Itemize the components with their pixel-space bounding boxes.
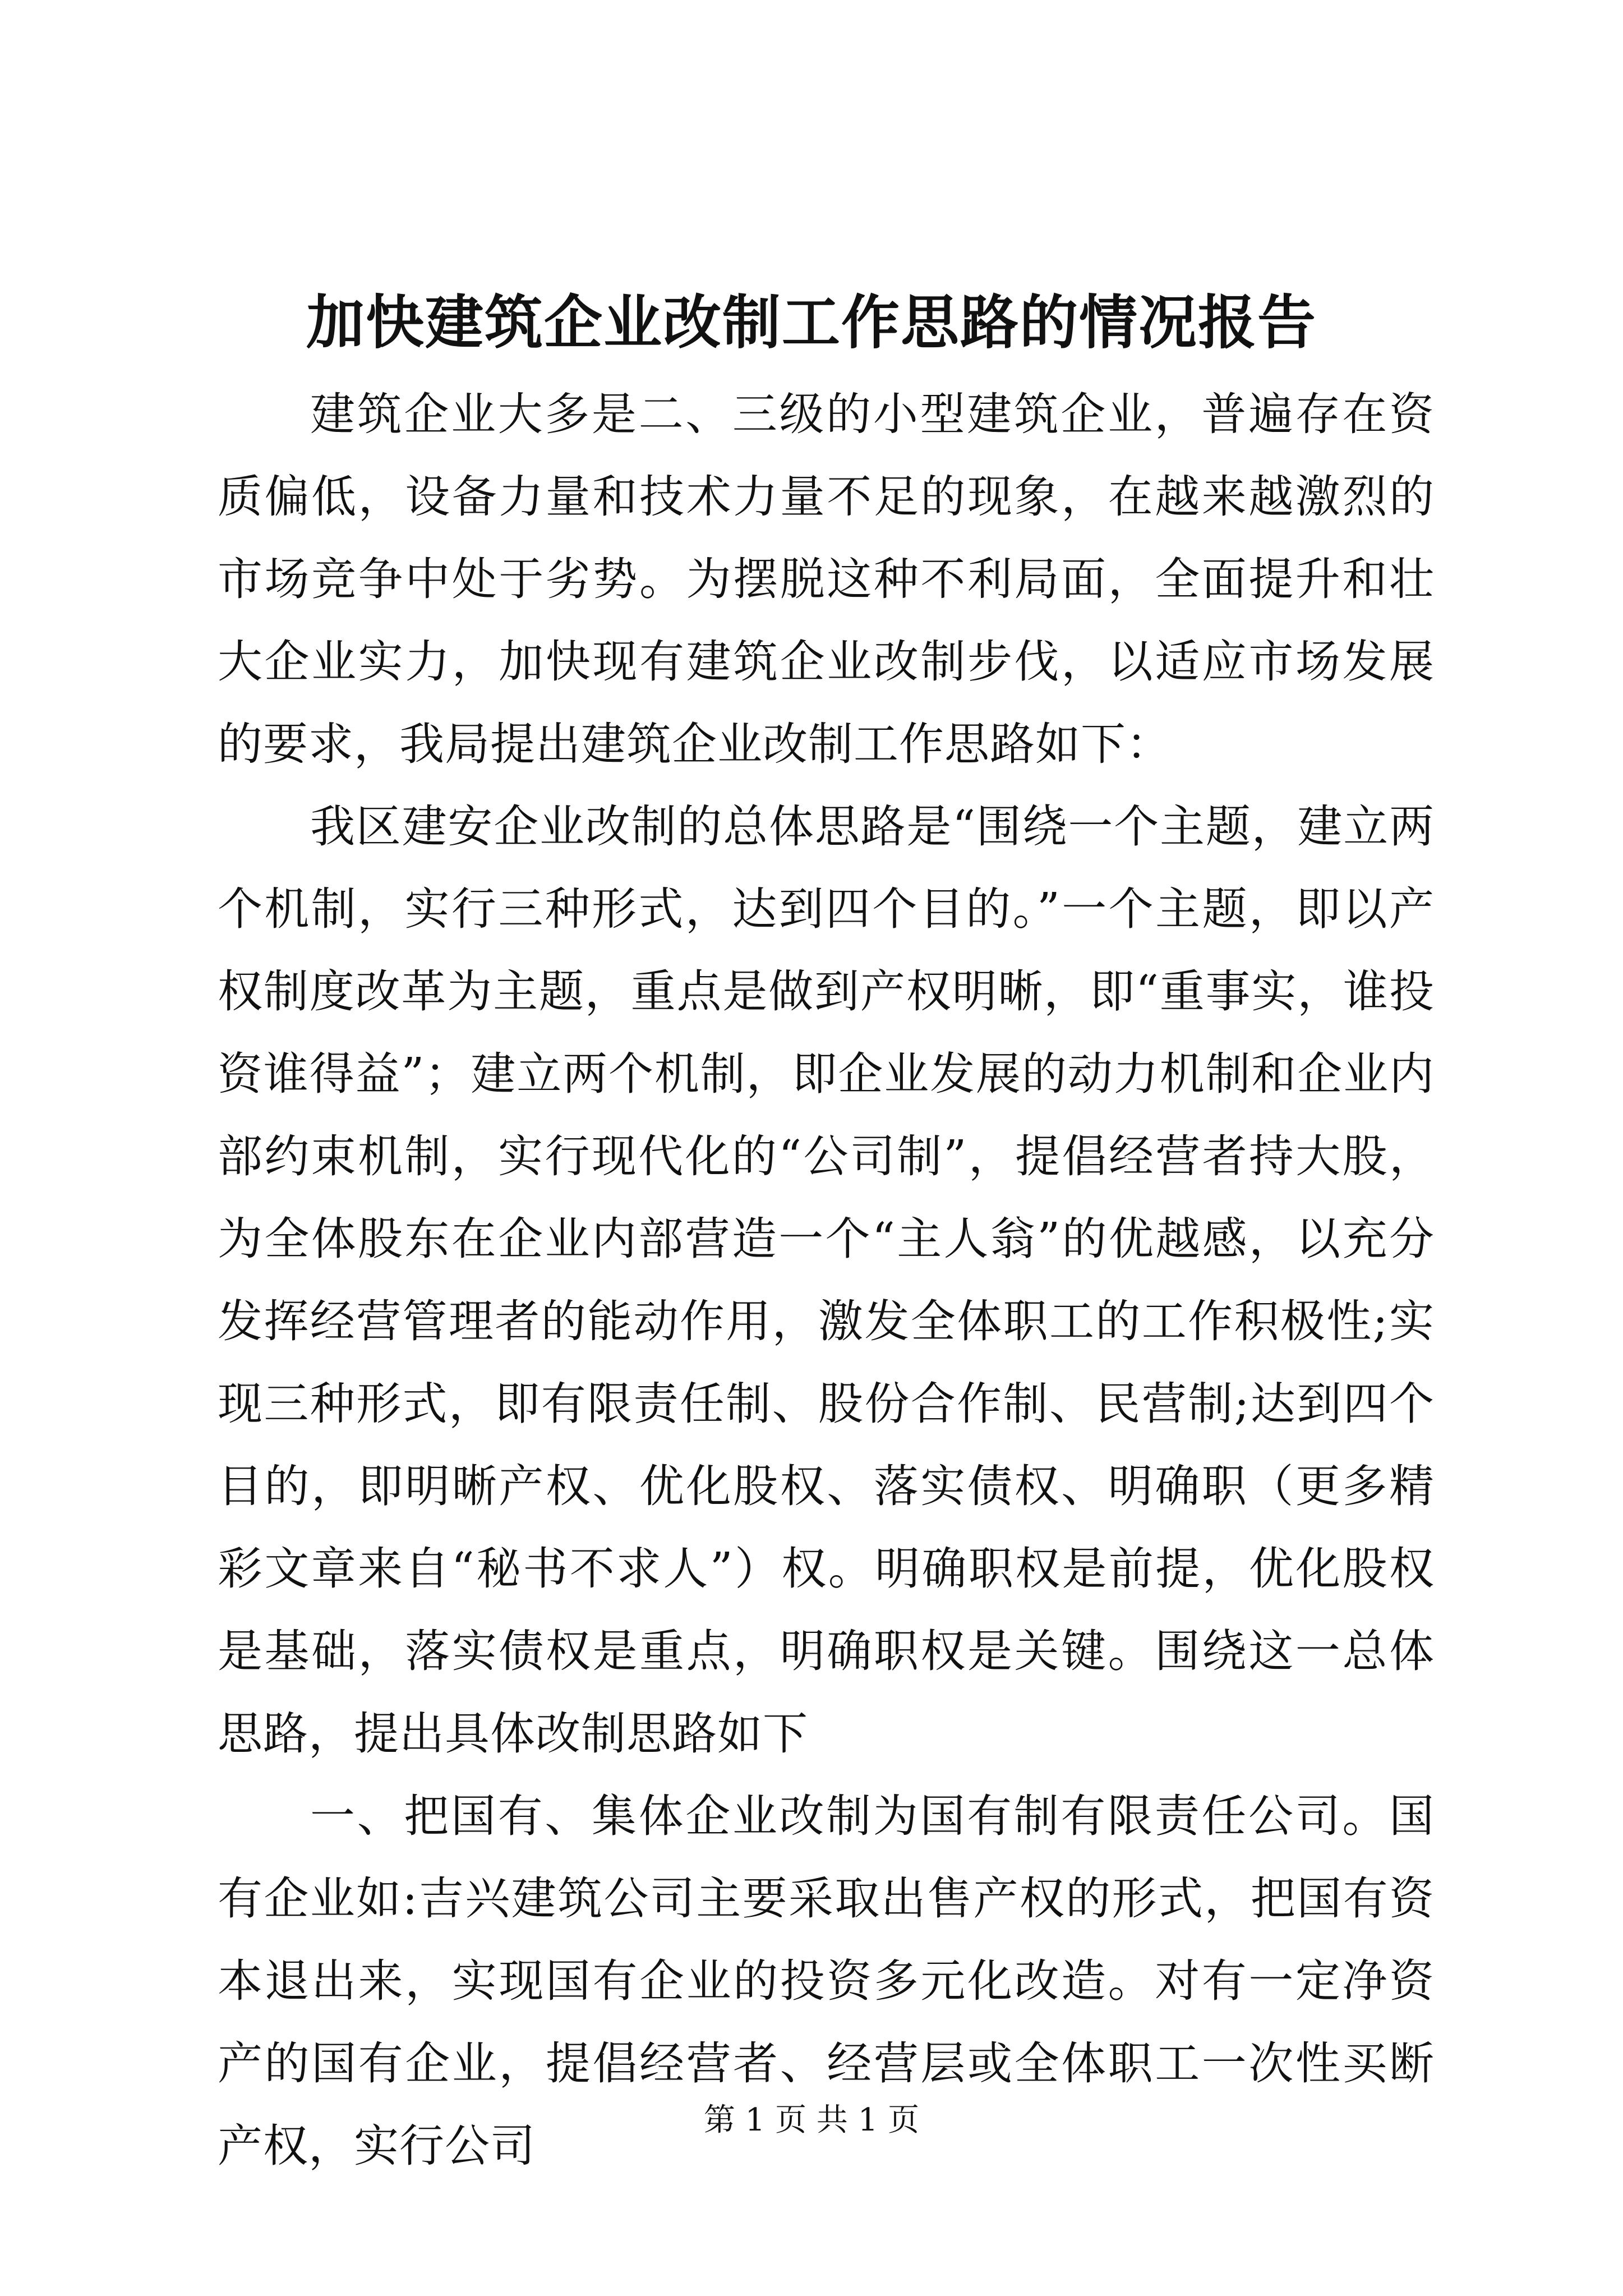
paragraph-point-one: 一、把国有、集体企业改制为国有制有限责任公司。国有企业如:吉兴建筑公司主要采取出售产权的形式，把国有资本退出来，实现国有企业的投资多元化改造。对有一定净资产的国有企业，提倡经营者、经营层或全体职工一次性买断产权，实行公司 <box>218 1790 1435 2172</box>
document-body <box>218 373 1435 2187</box>
paragraph-overall-approach: 我区建安企业改制的总体思路是“围绕一个主题，建立两个机制，实行三种形式，达到四个目的。”一个主题，即以产权制度改革为主题，重点是做到产权明晰，即“重事实，谁投资谁得益”；建立两个机制，即企业发展的动力机制和企业内部约束机制，实行现代化的“公司制”，提倡经营者持大股，为全体股东在企业内部营造一个“主人翁”的优越感，以充分发挥经营管理者的能动作用，激发全体职工的工作积极性;实现三种形式，即有限责任制、股份合作制、民营制;达到四个目的，即明晰产权、优化股权、落实债权、明确职（更多精彩文章来自“秘书不求人”）权。明确职权是前提，优化股权是基础，落实债权是重点，明确职权是关键。围绕这一总体思路，提出具体改制思路如下 <box>218 800 1435 1760</box>
document-title: 加快建筑企业改制工作思路的情况报告 <box>306 288 1317 357</box>
paragraph-intro: 建筑企业大多是二、三级的小型建筑企业，普遍存在资质偏低，设备力量和技术力量不足的现象，在越来越激烈的市场竞争中处于劣势。为摆脱这种不利局面，全面提升和壮大企业实力，加快现有建筑企业改制步伐，以适应市场发展的要求，我局提出建筑企业改制工作思路如下： <box>218 388 1435 770</box>
page-footer: 第 1 页 共 1 页 <box>703 2102 920 2138</box>
